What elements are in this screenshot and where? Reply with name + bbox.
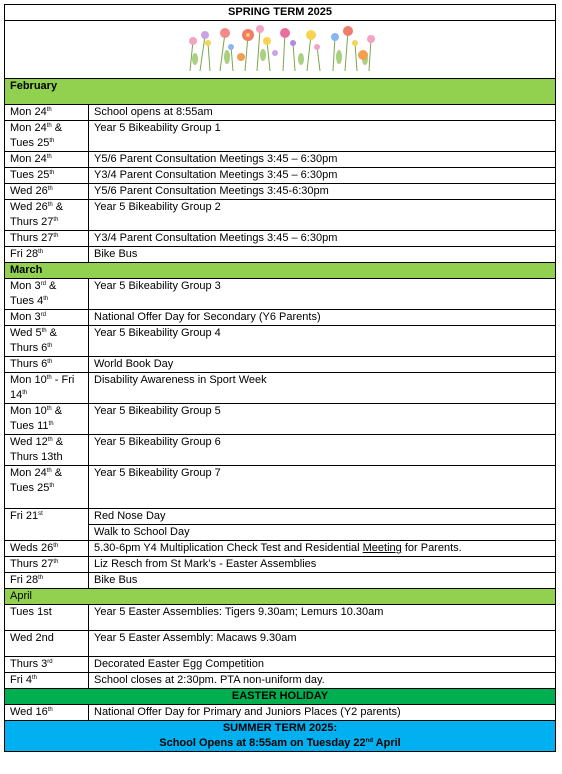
date-ordinal: th [53,543,59,549]
event-description [89,557,556,573]
event-date [5,541,89,557]
event-date [5,200,89,231]
event-row [5,121,556,152]
event-text: for Parents. [401,542,462,554]
event-date [5,152,89,168]
event-description [89,404,556,435]
date-ordinal: th [32,675,38,681]
date-text-end: - Fri 14 [10,374,75,401]
event-description [89,631,556,657]
event-description [89,525,556,541]
date-text: Mon 24 [10,467,47,479]
summer-term-row [5,721,556,752]
spring-term-calendar [4,4,556,752]
event-row [5,326,556,357]
page-title: SPRING TERM 2025 [5,5,556,21]
date-text: Thurs 3 [10,658,48,670]
date-text: Mon 24 [10,153,47,165]
date-text: Wed 16 [10,706,48,718]
holiday-row [5,689,556,705]
event-date [5,231,89,247]
event-date [5,466,89,509]
event-row [5,152,556,168]
event-text: Disability Awareness in Sport Week [94,374,267,386]
title-row [5,5,556,21]
date-text: Mon 24 [10,106,47,118]
date-text: Thurs 27 [10,232,54,244]
month-heading: March [5,263,556,279]
event-description [89,573,556,589]
event-date [5,509,89,541]
date-text-end: & Thurs 6 [10,327,58,354]
date-text-end: & Tues 4 [10,280,57,307]
date-ordinal: rd [40,312,46,318]
event-date [5,310,89,326]
date-text: Weds 26 [10,542,54,554]
event-row [5,509,556,525]
date-text: Mon 10 [10,405,47,417]
date-ordinal-end: th [48,421,54,427]
event-row [5,184,556,200]
event-text: Year 5 Bikeability Group 5 [94,405,221,417]
event-text: Decorated Easter Egg Competition [94,658,264,670]
date-ordinal-end: th [43,296,49,302]
date-ordinal: th [47,202,53,208]
date-text: Mon 24 [10,122,47,134]
event-text: Bike Bus [94,248,138,260]
event-date [5,573,89,589]
event-text: Year 5 Bikeability Group 3 [94,280,221,292]
event-text: Y5/6 Parent Consultation Meetings 3:45-6:30pm [94,185,329,197]
event-text: Year 5 Bikeability Group 4 [94,327,221,339]
event-date [5,247,89,263]
date-ordinal-end: th [47,343,53,349]
event-description [89,310,556,326]
date-ordinal: th [49,170,55,176]
date-ordinal: th [47,707,53,713]
date-ordinal: th [46,123,52,129]
event-text: School closes at 2:30pm. PTA non-uniform day. [94,674,325,686]
date-ordinal-end: th [53,217,59,223]
month-heading: April [5,589,556,605]
event-description [89,373,556,404]
summer-term-banner [5,721,556,752]
date-text: Fri 28 [10,248,39,260]
event-text: Year 5 Bikeability Group 2 [94,201,221,213]
date-text: Thurs 27 [10,558,54,570]
event-description [89,152,556,168]
event-description [89,247,556,263]
event-description [89,279,556,310]
date-ordinal: th [53,559,59,565]
date-ordinal-end: th [49,483,55,489]
event-row [5,573,556,589]
event-row [5,105,556,121]
flowers-row [5,21,556,79]
event-row [5,357,556,373]
event-row [5,541,556,557]
event-date [5,184,89,200]
event-text: Red Nose Day [94,510,166,522]
month-row-february [5,79,556,105]
event-row [5,657,556,673]
event-row [5,404,556,435]
event-date [5,605,89,631]
date-ordinal: th [47,186,53,192]
event-text: Year 5 Easter Assembly: Macaws 9.30am [94,632,297,644]
event-row [5,466,556,509]
date-ordinal: th [38,249,44,255]
event-date [5,657,89,673]
event-date [5,357,89,373]
event-date [5,326,89,357]
month-row-april [5,589,556,605]
date-text: Mon 3 [10,280,41,292]
event-text: Y3/4 Parent Consultation Meetings 3:45 – 6:30pm [94,169,338,181]
event-description [89,541,556,557]
date-text-end: & Tues 25 [10,467,63,494]
event-row [5,435,556,466]
event-text: National Offer Day for Secondary (Y6 Parents) [94,311,321,323]
date-ordinal: th [38,575,44,581]
date-text-end: & Tues 25 [10,122,63,149]
date-text: Wed 26 [10,185,48,197]
event-description [89,168,556,184]
event-text: Year 5 Bikeability Group 6 [94,436,221,448]
event-text: World Book Day [94,358,174,370]
event-row [5,279,556,310]
flowers-illustration [5,21,555,73]
event-date [5,404,89,435]
event-row [5,673,556,689]
event-description [89,184,556,200]
date-ordinal: th [46,406,52,412]
event-row [5,168,556,184]
date-ordinal: th [47,437,53,443]
opening-text: School Opens at 8:55am on Tuesday 22 [159,737,366,749]
date-text-end: & Thurs 13th [10,436,64,463]
date-ordinal-end: th [22,390,28,396]
event-description [89,200,556,231]
event-date [5,557,89,573]
opening-month: April [373,737,401,749]
date-ordinal: th [46,154,52,160]
holiday-banner: EASTER HOLIDAY [5,689,556,705]
date-text: Wed 12 [10,436,48,448]
event-text: Bike Bus [94,574,138,586]
event-text: Year 5 Bikeability Group 7 [94,467,221,479]
flowers-banner [5,21,556,79]
event-description [89,705,556,721]
event-description [89,357,556,373]
event-row [5,200,556,231]
date-text: Tues 1st [10,606,52,618]
date-ordinal: th [53,233,59,239]
date-text: Tues 25 [10,169,50,181]
event-date [5,673,89,689]
date-ordinal: th [46,375,52,381]
summer-term-opening [10,736,550,751]
date-ordinal: st [38,511,43,517]
event-description [89,509,556,525]
event-text: 5.30-6pm Y4 Multiplication Check Test and Residential [94,542,363,554]
event-row [5,373,556,404]
meeting-link[interactable]: Meeting [362,542,402,554]
event-description [89,105,556,121]
event-date [5,373,89,404]
date-text-end: & Tues 11 [10,405,63,432]
event-date [5,705,89,721]
event-text: Year 5 Bikeability Group 1 [94,122,221,134]
event-text: School opens at 8:55am [94,106,213,118]
event-date [5,168,89,184]
event-description [89,466,556,509]
event-date [5,121,89,152]
date-text: Thurs 6 [10,358,48,370]
event-row [5,631,556,657]
date-text: Wed 26 [10,201,48,213]
date-ordinal: th [46,107,52,113]
event-text: Y5/6 Parent Consultation Meetings 3:45 – 6:30pm [94,153,338,165]
date-ordinal: th [46,468,52,474]
event-description [89,605,556,631]
event-description [89,121,556,152]
event-text: Walk to School Day [94,526,190,538]
event-description [89,673,556,689]
event-description [89,435,556,466]
date-text: Wed 5 [10,327,42,339]
date-text: Fri 28 [10,574,39,586]
date-ordinal: th [41,328,47,334]
event-date [5,631,89,657]
event-text: Year 5 Easter Assemblies: Tigers 9.30am; Lemurs 10.30am [94,606,384,618]
event-date [5,435,89,466]
date-ordinal: rd [47,659,53,665]
summer-term-heading: SUMMER TERM 2025: [222,722,338,734]
month-row-march [5,263,556,279]
opening-ordinal: nd [365,738,374,744]
event-text: Y3/4 Parent Consultation Meetings 3:45 – 6:30pm [94,232,338,244]
event-description [89,657,556,673]
date-text: Mon 3 [10,311,41,323]
event-row [5,705,556,721]
date-text: Fri 4 [10,674,32,686]
event-row [5,557,556,573]
date-text: Mon 10 [10,374,47,386]
event-description [89,231,556,247]
date-text: Fri 21 [10,510,39,522]
event-date [5,105,89,121]
event-row [5,247,556,263]
date-ordinal: th [47,359,53,365]
event-text: National Offer Day for Primary and Juniors Places (Y2 parents) [94,706,401,718]
date-ordinal: rd [40,281,46,287]
event-row [5,310,556,326]
event-row [5,231,556,247]
date-ordinal-end: th [49,138,55,144]
event-text: Liz Resch from St Mark’s - Easter Assemblies [94,558,317,570]
month-heading: February [5,79,556,105]
event-row [5,605,556,631]
event-description [89,326,556,357]
date-text: Wed 2nd [10,632,54,644]
event-date [5,279,89,310]
date-text-end: & Thurs 27 [10,201,64,228]
